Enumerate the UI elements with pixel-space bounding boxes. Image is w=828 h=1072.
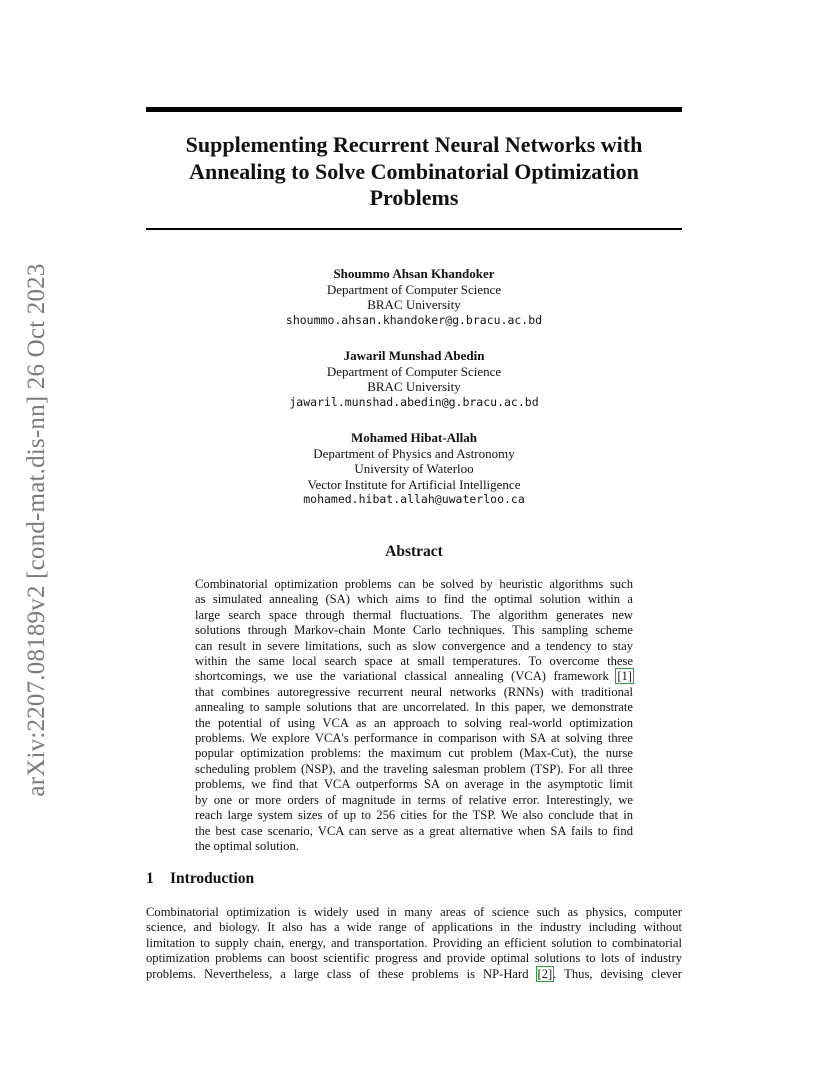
abstract-line: scheduling problem (NSP), and the traveling salesman problem (TSP). For all three: [195, 761, 633, 776]
abstract-text: shortcomings, we use the variational classical annealing (VCA) framework: [195, 669, 609, 684]
author-name: Mohamed Hibat-Allah: [350, 430, 478, 445]
title-line: Problems: [369, 185, 459, 210]
abstract-line: by one or more orders of magnitude in terms of relative error. Interestingly, we: [195, 792, 633, 807]
author-affiliation: Department of Computer Science: [326, 363, 502, 379]
abstract-line: large search space through thermal fluctuations. The algorithm generates new: [195, 607, 633, 622]
abstract-line: the potential of using VCA as an approach to solving real-world optimization: [195, 715, 633, 730]
section-title: Introduction: [170, 870, 255, 887]
section-number: 1: [146, 870, 154, 887]
author-affiliation: University of Waterloo: [354, 461, 474, 476]
title-rule-top: [146, 107, 682, 112]
abstract-line: problems, we find that VCA outperforms SA on average in the asymptotic limit: [195, 777, 633, 792]
author-entry: [146, 430, 682, 508]
author-entry: [146, 348, 682, 410]
abstract-line: within the same local search space at small temperatures. To overcome these: [195, 654, 633, 669]
abstract-line: the best case scenario, VCA can serve as a great alternative when SA fails to find: [195, 823, 633, 838]
author-affiliation: BRAC University: [367, 297, 461, 312]
paper-title: [146, 132, 682, 212]
abstract-line: solutions through Markov-chain Monte Carlo techniques. This sampling scheme: [195, 623, 633, 638]
author-name: Jawaril Munshad Abedin: [343, 348, 485, 363]
author-block: [146, 266, 682, 528]
title-line: Annealing to Solve Combinatorial Optimization: [189, 158, 639, 184]
author-email[interactable]: shoummo.ahsan.khandoker@g.bracu.ac.bd: [285, 312, 543, 327]
abstract-line: Combinatorial optimization problems can be solved by heuristic algorithms such: [195, 577, 633, 591]
author-affiliation: Vector Institute for Artificial Intelligence: [307, 476, 521, 492]
intro-line: limitation to supply chain, energy, and transportation. Providing an efficient solution to combinatorial: [146, 935, 682, 950]
title-rule-bottom: [146, 228, 682, 230]
intro-line: science, and biology. It also has a wide range of applications in the industry including without: [146, 920, 682, 935]
author-affiliation: Department of Computer Science: [326, 281, 502, 297]
author-affiliation: Department of Physics and Astronomy: [313, 445, 515, 461]
introduction-body: [146, 905, 682, 982]
abstract-line-with-citation: [195, 669, 633, 684]
citation-link[interactable]: [2]: [537, 966, 553, 981]
intro-text: problems. Nevertheless, a large class of these problems is NP-Hard: [146, 966, 529, 981]
abstract-line: annealing to sample solutions that are uncorrelated. In this paper, we demonstrate: [195, 700, 633, 715]
author-entry: [146, 266, 682, 328]
intro-line: Combinatorial optimization is widely used in many areas of science such as physics, computer: [146, 905, 682, 919]
title-line: Supplementing Recurrent Neural Networks with: [185, 132, 643, 157]
author-email[interactable]: jawaril.munshad.abedin@g.bracu.ac.bd: [289, 394, 539, 409]
abstract-heading: Abstract: [385, 543, 443, 560]
abstract-line: problems. We explore VCA's performance in comparison with SA at solving three: [195, 731, 633, 746]
citation-link[interactable]: [1]: [617, 669, 632, 684]
intro-line: optimization problems can boost scientific progress and provide optimal solutions to lots of industry: [146, 951, 682, 966]
abstract-line: popular optimization problems: the maximum cut problem (Max-Cut), the nurse: [195, 746, 633, 761]
abstract-line: that combines autoregressive recurrent neural networks (RNNs) with traditional: [195, 684, 633, 699]
abstract-line: as simulated annealing (SA) which aims to find the optimal solution within a: [195, 592, 633, 607]
abstract-body: [195, 577, 633, 854]
arxiv-identifier-stamp: arXiv:2207.08189v2 [cond-mat.dis-nn] 26 Oct 2023: [23, 263, 50, 797]
intro-line-with-citation: [146, 967, 682, 982]
abstract-line: reach large system sizes of up to 256 cities for the TSP. We also conclude that in: [195, 808, 633, 823]
section-heading: [146, 870, 254, 888]
abstract-line: the optimal solution.: [195, 838, 299, 853]
author-name: Shoummo Ahsan Khandoker: [333, 266, 495, 281]
author-email[interactable]: mohamed.hibat.allah@uwaterloo.ca: [303, 492, 525, 506]
intro-text: . Thus, devising clever: [553, 966, 682, 981]
abstract-line: can result in severe limitations, such as slow convergence and a tendency to stay: [195, 638, 633, 653]
author-affiliation: BRAC University: [367, 379, 461, 394]
